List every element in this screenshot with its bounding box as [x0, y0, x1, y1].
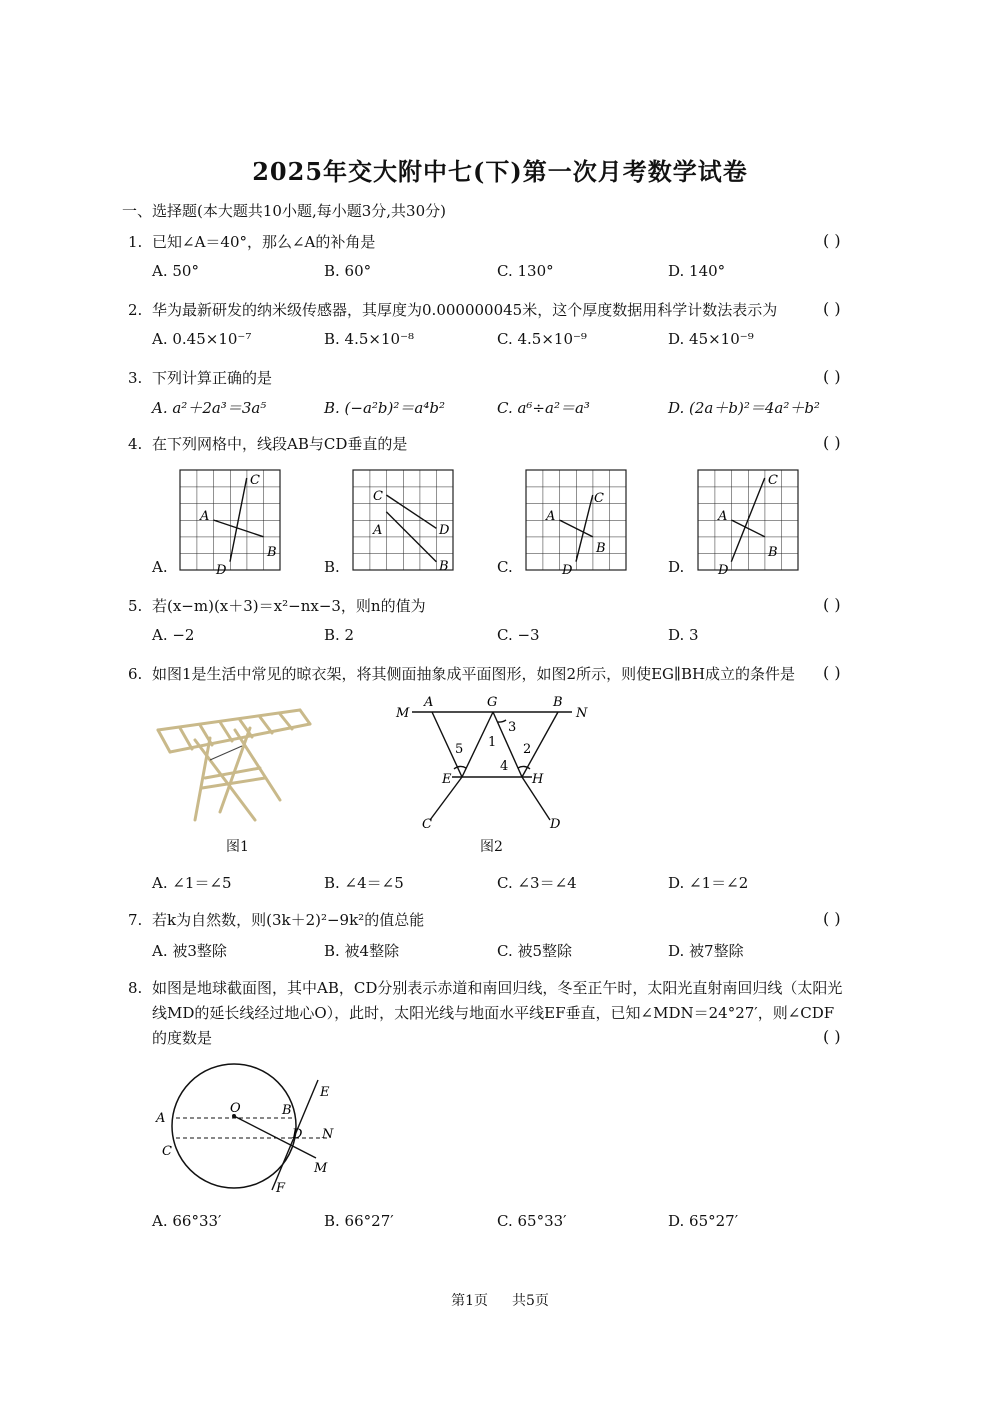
answer-paren: ( ) — [823, 1027, 841, 1046]
option-b: B. 被4整除 — [324, 942, 400, 960]
label-c: C — [768, 473, 778, 488]
question-stem-line-1: 如图是地球截面图，其中AB，CD分别表示赤道和南回归线，冬至正午时，太阳光直射南回归线（太阳光 — [152, 979, 843, 997]
label-c: C — [422, 817, 432, 832]
option-c: C. — [497, 558, 513, 576]
question-number: 6. — [128, 665, 143, 683]
label-m: M — [314, 1161, 328, 1176]
answer-paren: ( ) — [823, 663, 841, 682]
answer-paren: ( ) — [823, 595, 841, 614]
option-d: D. 被7整除 — [668, 942, 744, 960]
question-stem: 华为最新研发的纳米级传感器，其厚度为0.000000045米，这个厚度数据用科学计数法表示为 — [152, 301, 778, 319]
answer-paren: ( ) — [823, 299, 841, 318]
label-a: A — [424, 695, 434, 710]
question-number: 3. — [128, 369, 143, 387]
question-stem: 下列计算正确的是 — [152, 369, 273, 387]
drying-rack-figure — [150, 700, 320, 830]
option-b: B. ∠4＝∠5 — [324, 874, 404, 892]
page-footer — [0, 1290, 1000, 1310]
option-a: A. — [152, 558, 168, 576]
question-stem-line-2: 线MD的延长线经过地心O），此时，太阳光线与地面水平线EF垂直，已知∠MDN＝24°27′，则∠CDF — [152, 1004, 835, 1022]
angle-3: 3 — [508, 720, 517, 735]
option-b: B. — [324, 558, 340, 576]
option-d: D. 140° — [668, 262, 726, 280]
label-g: G — [487, 695, 498, 710]
figure-2-caption: 图2 — [480, 839, 503, 855]
label-n: N — [322, 1127, 334, 1142]
label-e: E — [320, 1085, 330, 1100]
option-a: A. 0.45×10⁻⁷ — [152, 330, 252, 348]
option-a: A. 66°33′ — [152, 1212, 222, 1230]
question-number: 2. — [128, 301, 143, 319]
question-stem: 已知∠A＝40°，那么∠A的补角是 — [152, 233, 376, 251]
question-number: 5. — [128, 597, 143, 615]
option-d: D. 65°27′ — [668, 1212, 739, 1230]
option-c: C. 65°33′ — [497, 1212, 567, 1230]
grid-option-b — [353, 470, 453, 574]
angle-1: 1 — [488, 735, 497, 750]
label-b: B — [282, 1103, 292, 1118]
option-c: C. −3 — [497, 626, 540, 644]
question-number: 8. — [128, 979, 143, 997]
answer-paren: ( ) — [823, 909, 841, 928]
label-a: A — [546, 509, 556, 524]
question-1 — [128, 232, 375, 253]
grid-option-c — [526, 470, 626, 578]
option-a: A. 50° — [152, 262, 199, 280]
question-6 — [128, 664, 795, 685]
label-c: C — [373, 489, 383, 504]
label-c: C — [594, 491, 604, 506]
question-number: 1. — [128, 233, 143, 251]
section-heading: 一、选择题(本大题共10小题,每小题3分,共30分) — [122, 202, 446, 220]
label-n: N — [576, 706, 588, 721]
option-c: C. a⁶÷a²＝a³ — [497, 399, 590, 417]
answer-paren: ( ) — [823, 231, 841, 250]
figure-1-caption: 图1 — [226, 839, 249, 855]
option-d: D. (2a＋b)²＝4a²＋b² — [668, 399, 820, 417]
option-b: B. 4.5×10⁻⁸ — [324, 330, 414, 348]
answer-paren: ( ) — [823, 433, 841, 452]
label-c: C — [162, 1144, 172, 1159]
question-7 — [128, 910, 424, 931]
option-a: A. −2 — [152, 626, 195, 644]
option-b: B. 2 — [324, 626, 355, 644]
question-8 — [128, 978, 848, 999]
question-number: 7. — [128, 911, 143, 929]
label-b: B — [439, 559, 449, 574]
label-a: A — [156, 1111, 166, 1126]
label-o: O — [230, 1101, 241, 1116]
page-total: 共5页 — [512, 1293, 549, 1309]
question-stem: 若(x−m)(x＋3)＝x²−nx−3，则n的值为 — [152, 597, 426, 615]
angle-5: 5 — [455, 742, 464, 757]
option-b: B. 60° — [324, 262, 372, 280]
label-a: A — [373, 523, 383, 538]
label-b: B — [768, 545, 778, 560]
parallel-lines-figure — [390, 690, 600, 835]
label-d: D — [718, 563, 729, 578]
label-e: E — [442, 772, 452, 787]
question-number: 4. — [128, 435, 143, 453]
option-d: D. 45×10⁻⁹ — [668, 330, 754, 348]
grid-option-d — [698, 470, 798, 578]
earth-cross-section-figure — [150, 1062, 350, 1207]
question-stem-line-3: 的度数是 — [152, 1029, 213, 1047]
question-stem: 在下列网格中，线段AB与CD垂直的是 — [152, 435, 408, 453]
option-d: D. ∠1＝∠2 — [668, 874, 749, 892]
label-a: A — [718, 509, 728, 524]
option-b: B. (−a²b)²＝a⁴b² — [324, 399, 445, 417]
question-stem: 若k为自然数，则(3k＋2)²−9k²的值总能 — [152, 911, 425, 929]
grid-option-a — [180, 470, 280, 578]
option-c: C. 130° — [497, 262, 554, 280]
label-h: H — [532, 772, 544, 787]
label-d: D — [562, 563, 573, 578]
option-d: D. — [668, 558, 685, 576]
answer-paren: ( ) — [823, 367, 841, 386]
label-d: D — [292, 1127, 303, 1142]
question-4 — [128, 434, 407, 455]
label-a: A — [200, 509, 210, 524]
label-d: D — [439, 523, 450, 538]
page-number: 第1页 — [451, 1293, 488, 1309]
label-m: M — [396, 706, 410, 721]
option-c: C. 4.5×10⁻⁹ — [497, 330, 587, 348]
option-a: A. a²＋2a³＝3a⁵ — [152, 399, 267, 417]
question-5 — [128, 596, 426, 617]
question-2 — [128, 300, 777, 321]
option-c: C. 被5整除 — [497, 942, 573, 960]
option-a: A. ∠1＝∠5 — [152, 874, 232, 892]
label-d: D — [550, 817, 561, 832]
label-b: B — [267, 545, 277, 560]
option-b: B. 66°27′ — [324, 1212, 394, 1230]
page-title: 2025年交大附中七(下)第一次月考数学试卷 — [252, 157, 748, 186]
label-b: B — [553, 695, 563, 710]
angle-2: 2 — [523, 742, 532, 757]
label-d: D — [216, 563, 227, 578]
option-c: C. ∠3＝∠4 — [497, 874, 577, 892]
label-b: B — [596, 541, 606, 556]
option-a: A. 被3整除 — [152, 942, 227, 960]
question-3 — [128, 368, 272, 389]
option-d: D. 3 — [668, 626, 699, 644]
angle-4: 4 — [500, 759, 509, 774]
label-c: C — [250, 473, 260, 488]
label-f: F — [276, 1181, 286, 1196]
question-stem: 如图1是生活中常见的晾衣架，将其侧面抽象成平面图形，如图2所示，则使EG∥BH成立的条件是 — [152, 665, 796, 683]
